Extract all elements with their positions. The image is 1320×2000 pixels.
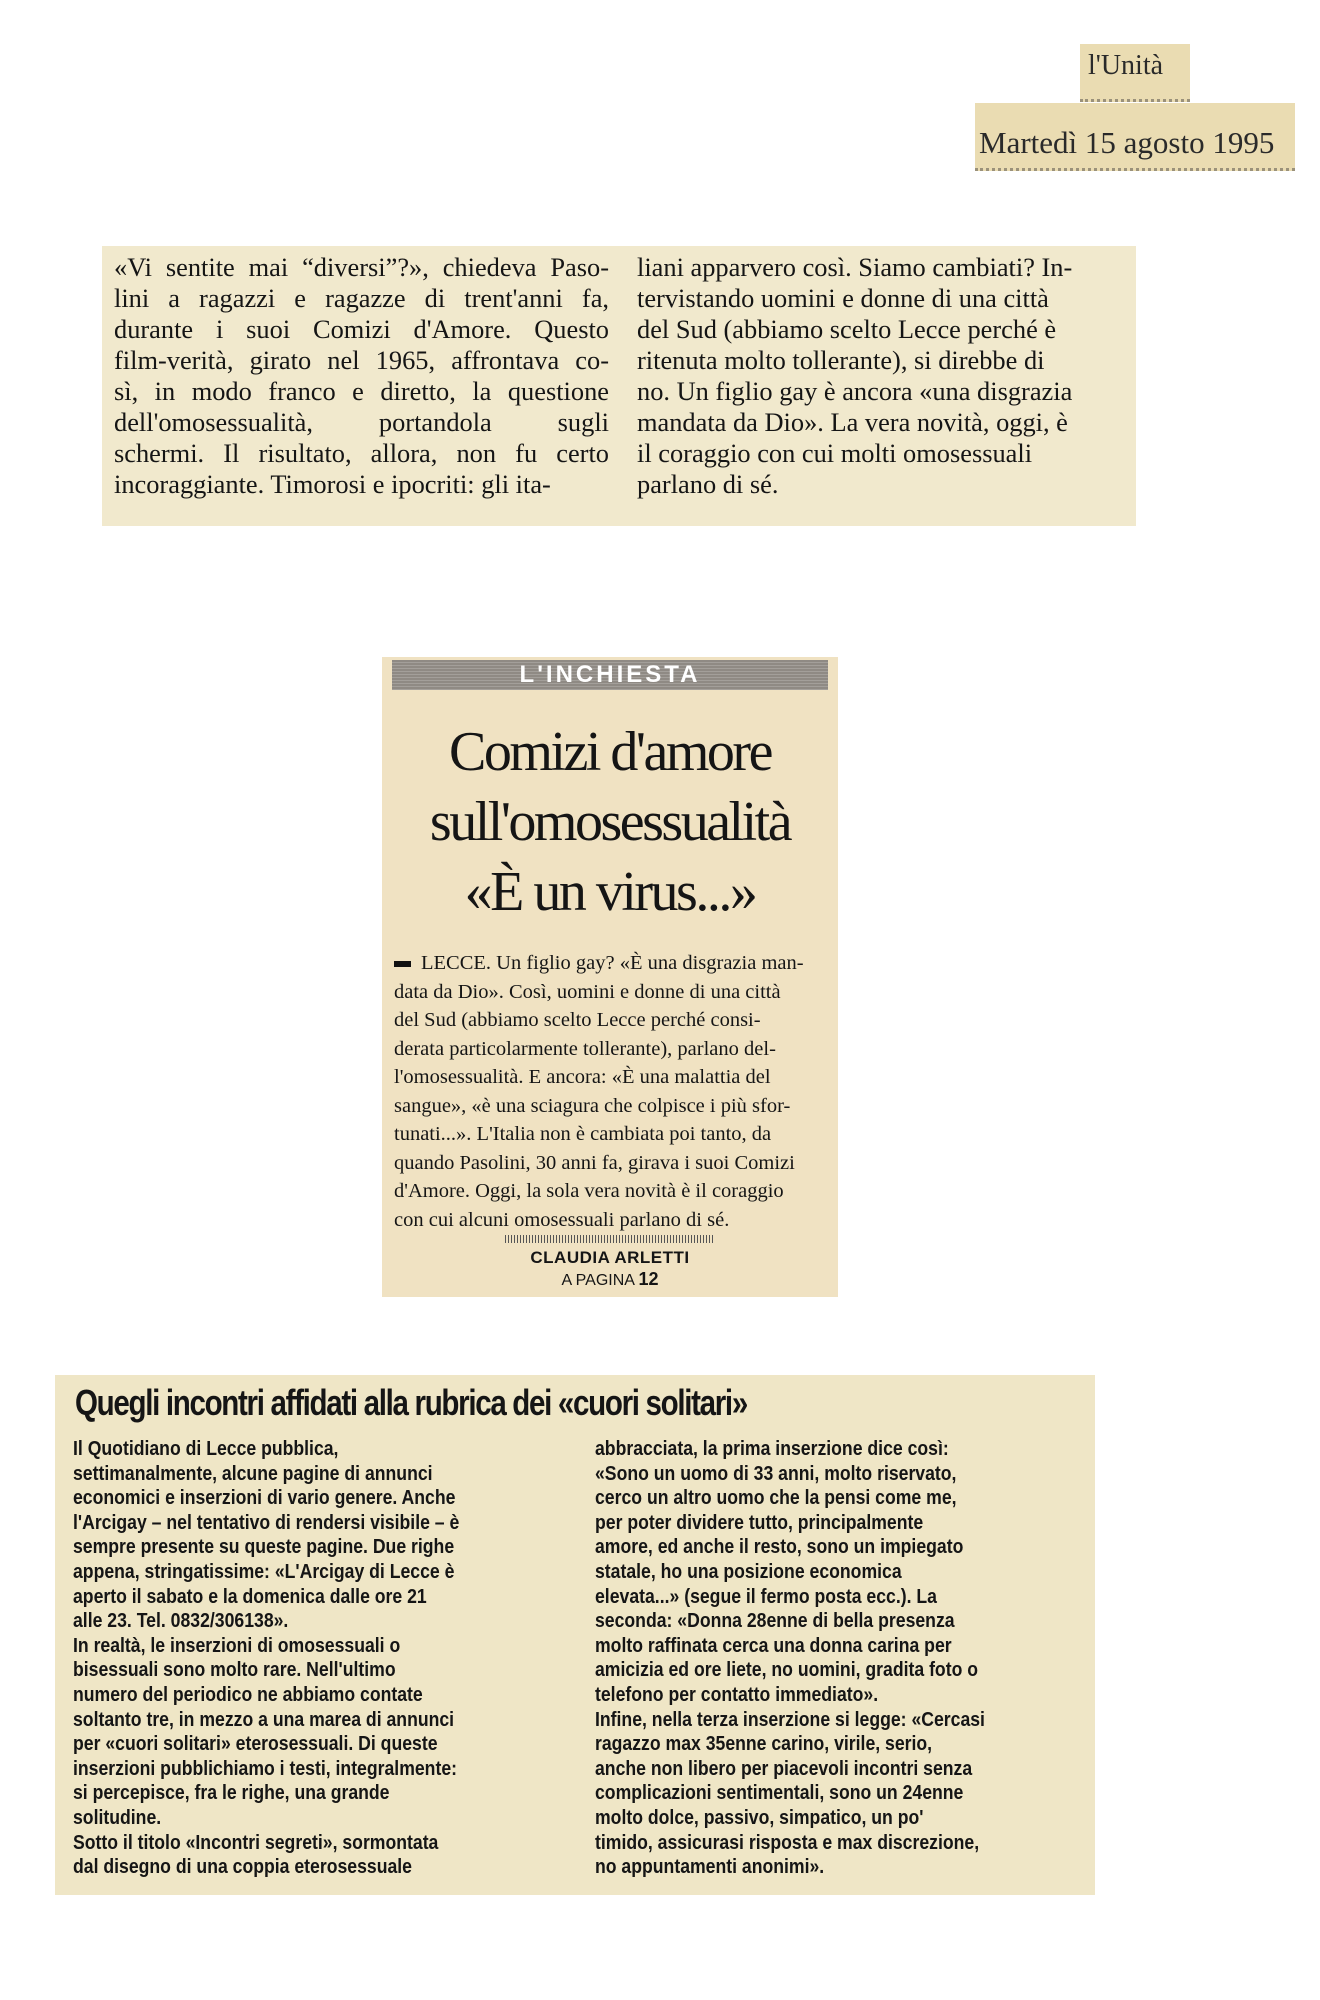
text-line: dell'omosessualità, portandola sugli (114, 407, 609, 437)
headline-line: sull'omosessualità (429, 791, 791, 853)
text-line: soltanto tre, in mezzo a una marea di annunci (73, 1707, 455, 1731)
text-line: con cui alcuni omosessuali parlano di sé. (394, 1208, 730, 1231)
text-line: Infine, nella terza inserzione si legge: «Cercasi (595, 1707, 985, 1731)
text-line: Sotto il titolo «Incontri segreti», sormontata (73, 1830, 439, 1854)
text-line: sì, in modo franco e diretto, la questione (114, 376, 609, 406)
text-line: del Sud (abbiamo scelto Lecce perché consi- (394, 1009, 761, 1031)
page-reference-prefix: A PAGINA (561, 1272, 635, 1289)
annunci-right-column (595, 1437, 1048, 1880)
text-line: si percepisce, fra le righe, una grande (73, 1781, 390, 1805)
text-line: film-verità, girato nel 1965, affrontava co- (114, 345, 609, 375)
article-lede (394, 949, 840, 1234)
author-byline: CLAUDIA ARLETTI (530, 1248, 690, 1267)
text-line: quando Pasolini, 30 anni fa, girava i suoi Comizi (394, 1151, 795, 1174)
intro-right-column (637, 252, 1132, 500)
text-line: molto raffinata cerca una donna carina per (595, 1633, 952, 1657)
text-line: solitudine. (73, 1805, 162, 1829)
text-line: telefono per contatto immediato». (595, 1682, 879, 1706)
annunci-clipping (55, 1375, 1095, 1895)
text-line: l'omosessualità. E ancora: «È una malattia del (394, 1066, 771, 1088)
text-line (394, 949, 840, 978)
text-line: no. Un figlio gay è ancora «una disgrazia (637, 376, 1073, 406)
page-reference-number: 12 (638, 1269, 659, 1289)
text-line: no appuntamenti anonimi». (595, 1855, 825, 1879)
text-line: l'Arcigay – nel tentativo di rendersi visibile – è (73, 1510, 460, 1534)
section-kicker: L'INCHIESTA (392, 660, 828, 690)
text-line: appena, stringatissime: «L'Arcigay di Lecce è (73, 1559, 455, 1583)
text-line: tunati...». L'Italia non è cambiata poi tanto, da (394, 1123, 772, 1145)
text-line: amicizia ed ore liete, no uomini, gradita foto o (595, 1658, 979, 1682)
text-line: In realtà, le inserzioni di omosessuali o (73, 1633, 401, 1657)
text-line: settimanalmente, alcune pagine di annunci (73, 1461, 433, 1485)
text-line: incoraggiante. Timorosi e ipocriti: gli ita- (114, 469, 551, 499)
text-fragment: LECCE. Un figlio gay? «È una disgrazia man- (421, 952, 804, 974)
text-line: complicazioni sentimentali, sono un 24enne (595, 1781, 964, 1805)
inchiesta-clipping (382, 657, 838, 1297)
text-line: del Sud (abbiamo scelto Lecce perché è (637, 314, 1057, 344)
text-line: lini a ragazzi e ragazze di trent'anni fa, (114, 283, 609, 313)
text-line: tervistando uomini e donne di una città (637, 283, 1049, 313)
text-line: schermi. Il risultato, allora, non fu certo (114, 438, 609, 468)
headline-line: «È un virus...» (464, 861, 756, 923)
text-line: liani apparvero così. Siamo cambiati? In- (637, 252, 1073, 282)
text-line: numero del periodico ne abbiamo contate (73, 1682, 423, 1706)
text-line: parlano di sé. (637, 469, 779, 499)
newspaper-name: l'Unità (1080, 44, 1190, 102)
text-line: anche non libero per piacevoli incontri senza (595, 1756, 973, 1780)
text-line: ritenuta molto tollerante), si direbbe di (637, 345, 1045, 375)
text-line: data da Dio». Così, uomini e donne di una città (394, 980, 781, 1003)
text-line: «Vi sentite mai “diversi”?», chiedeva Paso- (114, 252, 609, 282)
text-line: sangue», «è una sciagura che colpisce i più sfor- (394, 1094, 791, 1117)
text-line: d'Amore. Oggi, la sola vera novità è il coraggio (394, 1180, 784, 1202)
text-line: derata particolarmente tollerante), parlano del- (394, 1037, 776, 1060)
intro-clipping (102, 246, 1136, 526)
text-line: elevata...» (segue il fermo posta ecc.). La (595, 1584, 937, 1608)
text-line: cerco un altro uomo che la pensi come me, (595, 1486, 957, 1510)
text-line: dal disegno di una coppia eterosessuale (73, 1855, 412, 1879)
bullet-square-icon (394, 961, 411, 967)
page-reference (382, 1269, 838, 1291)
text-line: timido, assicurasi risposta e max discrezione, (595, 1830, 980, 1854)
text-line: sempre presente su queste pagine. Due righe (73, 1535, 455, 1559)
text-line: molto dolce, passivo, simpatico, un po' (595, 1805, 924, 1829)
text-line: per «cuori solitari» eterosessuali. Di queste (73, 1732, 438, 1756)
text-line: seconda: «Donna 28enne di bella presenza (595, 1609, 955, 1633)
text-line: inserzioni pubblichiamo i testi, integralmente: (73, 1756, 458, 1780)
byline-divider (505, 1235, 715, 1243)
text-line: Il Quotidiano di Lecce pubblica, (73, 1437, 339, 1460)
text-line: il coraggio con cui molti omosessuali (637, 438, 1033, 468)
text-line: durante i suoi Comizi d'Amore. Questo (114, 314, 609, 344)
intro-left-column (114, 252, 609, 500)
text-line: bisessuali sono molto rare. Nell'ultimo (73, 1658, 396, 1682)
text-line: «Sono un uomo di 33 anni, molto riservato, (595, 1461, 957, 1485)
text-line: abbracciata, la prima inserzione dice così: (595, 1437, 949, 1460)
text-line: ragazzo max 35enne carino, virile, serio, (595, 1732, 933, 1756)
headline-line: Comizi d'amore (449, 721, 771, 783)
text-line: economici e inserzioni di vario genere. Anche (73, 1486, 456, 1510)
article-title: Quegli incontri affidati alla rubrica dei «cuori solitari» (75, 1382, 747, 1423)
text-line: aperto il sabato e la domenica dalle ore 21 (73, 1584, 427, 1608)
text-line: alle 23. Tel. 0832/306138». (73, 1609, 289, 1633)
text-line: statale, ho una posizione economica (595, 1559, 902, 1583)
annunci-left-column (73, 1437, 522, 1880)
text-line: mandata da Dio». La vera novità, oggi, è (637, 407, 1068, 437)
text-line: per poter dividere tutto, principalmente (595, 1510, 924, 1534)
text-line: amore, ed anche il resto, sono un impiegato (595, 1535, 964, 1559)
article-headline (382, 717, 838, 927)
publication-date: Martedì 15 agosto 1995 (975, 103, 1295, 171)
